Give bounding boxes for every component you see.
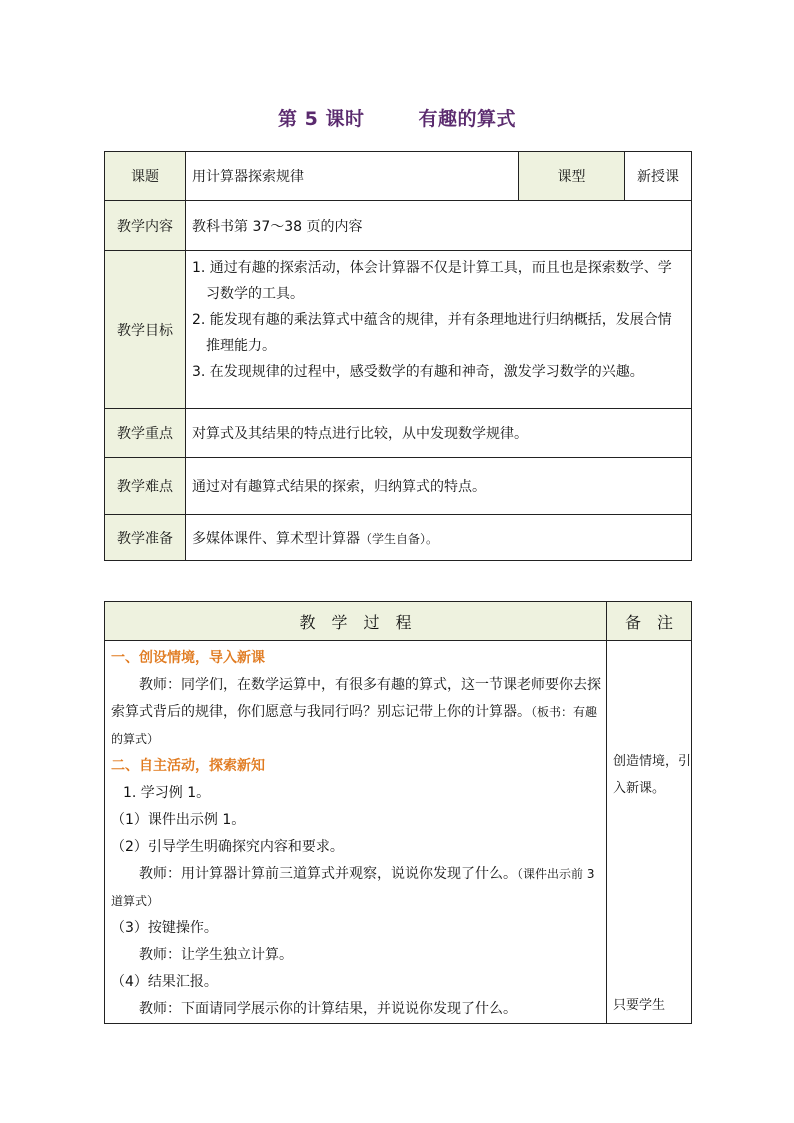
section-heading: 二、自主活动，探索新知 xyxy=(111,758,265,774)
focus-label: 教学重点 xyxy=(105,409,186,458)
type-value: 新授课 xyxy=(625,152,692,201)
topic-value: 用计算器探索规律 xyxy=(186,152,519,201)
page-title xyxy=(0,104,794,131)
focus-value: 对算式及其结果的特点进行比较，从中发现数学规律。 xyxy=(186,409,692,458)
topic-row xyxy=(105,152,692,201)
topic-label: 课题 xyxy=(105,152,186,201)
step-item: （3）按键操作。 xyxy=(111,920,218,936)
prep-note: （学生自备）。 xyxy=(360,531,439,546)
teacher-line: 教师：让学生独立计算。 xyxy=(139,947,293,963)
difficulty-row xyxy=(105,458,692,515)
goals-row xyxy=(105,251,692,409)
paragraph xyxy=(111,672,602,753)
prep-label: 教学准备 xyxy=(105,515,186,561)
teacher-line: 教师：下面请同学展示你的计算结果，并说说你发现了什么。 xyxy=(139,1001,517,1017)
step-item: （1）课件出示例 1。 xyxy=(111,812,246,828)
remark: 创造情境，引入新课。 xyxy=(613,754,692,796)
process-content xyxy=(105,641,607,1024)
content-row xyxy=(105,201,692,251)
goals-list xyxy=(186,251,692,409)
lesson-number: 第 5 课时 xyxy=(278,108,365,130)
process-body-row xyxy=(105,641,692,1024)
paragraph xyxy=(111,861,602,915)
board-note: （板书：有趣的算式） xyxy=(111,705,598,746)
prep-row xyxy=(105,515,692,561)
step-item: （4）结果汇报。 xyxy=(111,974,218,990)
remark: 只要学生 xyxy=(613,998,666,1013)
teaching-process-table xyxy=(104,601,692,1024)
content-label: 教学内容 xyxy=(105,201,186,251)
process-header: 教 学 过 程 xyxy=(105,602,607,641)
section-heading: 一、创设情境，导入新课 xyxy=(111,650,265,666)
goals-label: 教学目标 xyxy=(105,251,186,409)
teacher-note: （课件出示前 3 道算式） xyxy=(111,867,595,908)
type-label: 课型 xyxy=(519,152,625,201)
content-value: 教科书第 37～38 页的内容 xyxy=(186,201,692,251)
focus-row xyxy=(105,409,692,458)
step-item: （2）引导学生明确探究内容和要求。 xyxy=(111,839,344,855)
step-item: 1. 学习例 1。 xyxy=(123,785,211,801)
prep-main: 多媒体课件、算术型计算器 xyxy=(192,530,360,547)
notes-header: 备 注 xyxy=(607,602,692,641)
lesson-name: 有趣的算式 xyxy=(418,108,516,130)
notes-column xyxy=(607,641,692,1024)
difficulty-value: 通过对有趣算式结果的探索，归纳算式的特点。 xyxy=(186,458,692,515)
lesson-info-table xyxy=(104,151,692,561)
goal-item: 1. 通过有趣的探索活动，体会计算器不仅是计算工具，而且也是探索数学、学习数学的工具。 xyxy=(192,260,672,302)
teacher-line: 教师：用计算器计算前三道算式并观察，说说你发现了什么。 xyxy=(139,866,517,882)
goal-item: 2. 能发现有趣的乘法算式中蕴含的规律，并有条理地进行归纳概括，发展合情推理能力。 xyxy=(192,312,672,354)
prep-value xyxy=(186,515,692,561)
goal-item: 3. 在发现规律的过程中，感受数学的有趣和神奇，激发学习数学的兴趣。 xyxy=(192,364,644,380)
process-header-row xyxy=(105,602,692,641)
difficulty-label: 教学难点 xyxy=(105,458,186,515)
intro-text: 教师：同学们，在数学运算中，有很多有趣的算式，这一节课老师要你去探索算式背后的规律，你们愿意与我同行吗？别忘记带上你的计算器。 xyxy=(111,677,601,720)
